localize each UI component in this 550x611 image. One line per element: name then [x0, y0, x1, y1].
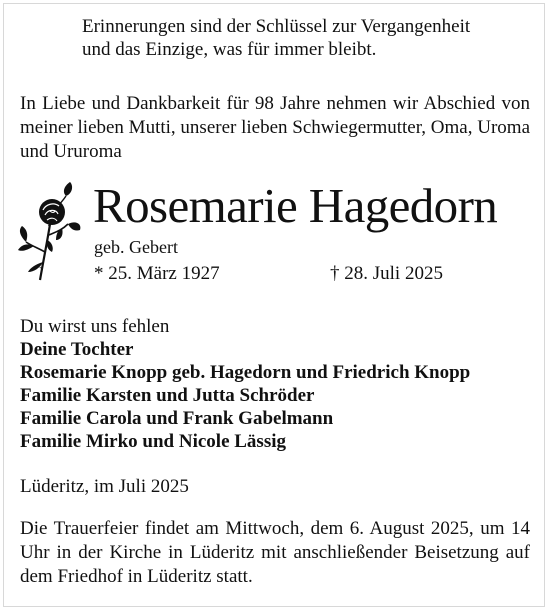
memorial-quote: [82, 15, 470, 61]
quote-line-1: Erinnerungen sind der Schlüssel zur Vergangenheit: [82, 16, 471, 37]
place-date: Lüderitz, im Juli 2025: [20, 476, 189, 497]
mourner-name: Rosemarie Knopp geb. Hagedorn und Friedrich Knopp: [20, 362, 471, 383]
mourner-name: Deine Tochter: [20, 339, 134, 360]
funeral-info: Die Trauerfeier findet am Mittwoch, dem 6. August 2025, um 14 Uhr in der Kirche in Lüderitz mit anschließender Beisetzung auf dem Friedhof in Lüderitz statt.: [20, 518, 530, 587]
mourner-name: Familie Mirko und Nicole Lässig: [20, 431, 286, 452]
mourners-intro: Du wirst uns fehlen: [20, 316, 170, 337]
death-date: † 28. Juli 2025: [330, 263, 443, 284]
deceased-name: Rosemarie Hagedorn: [93, 178, 498, 233]
intro-text: In Liebe und Dankbarkeit für 98 Jahre nehmen wir Abschied von meiner lieben Mutti, unserer lieben Schwiegermutter, Oma, Uroma und Ururoma: [20, 93, 530, 162]
mourner-name: Familie Carola und Frank Gabelmann: [20, 408, 334, 429]
quote-line-2: und das Einzige, was für immer bleibt.: [82, 39, 377, 60]
mourner-name: Familie Karsten und Jutta Schröder: [20, 385, 315, 406]
birth-date: * 25. März 1927: [94, 263, 220, 284]
maiden-name: geb. Gebert: [94, 237, 178, 257]
mourners-list: [20, 315, 470, 453]
rose-icon: [16, 180, 86, 284]
